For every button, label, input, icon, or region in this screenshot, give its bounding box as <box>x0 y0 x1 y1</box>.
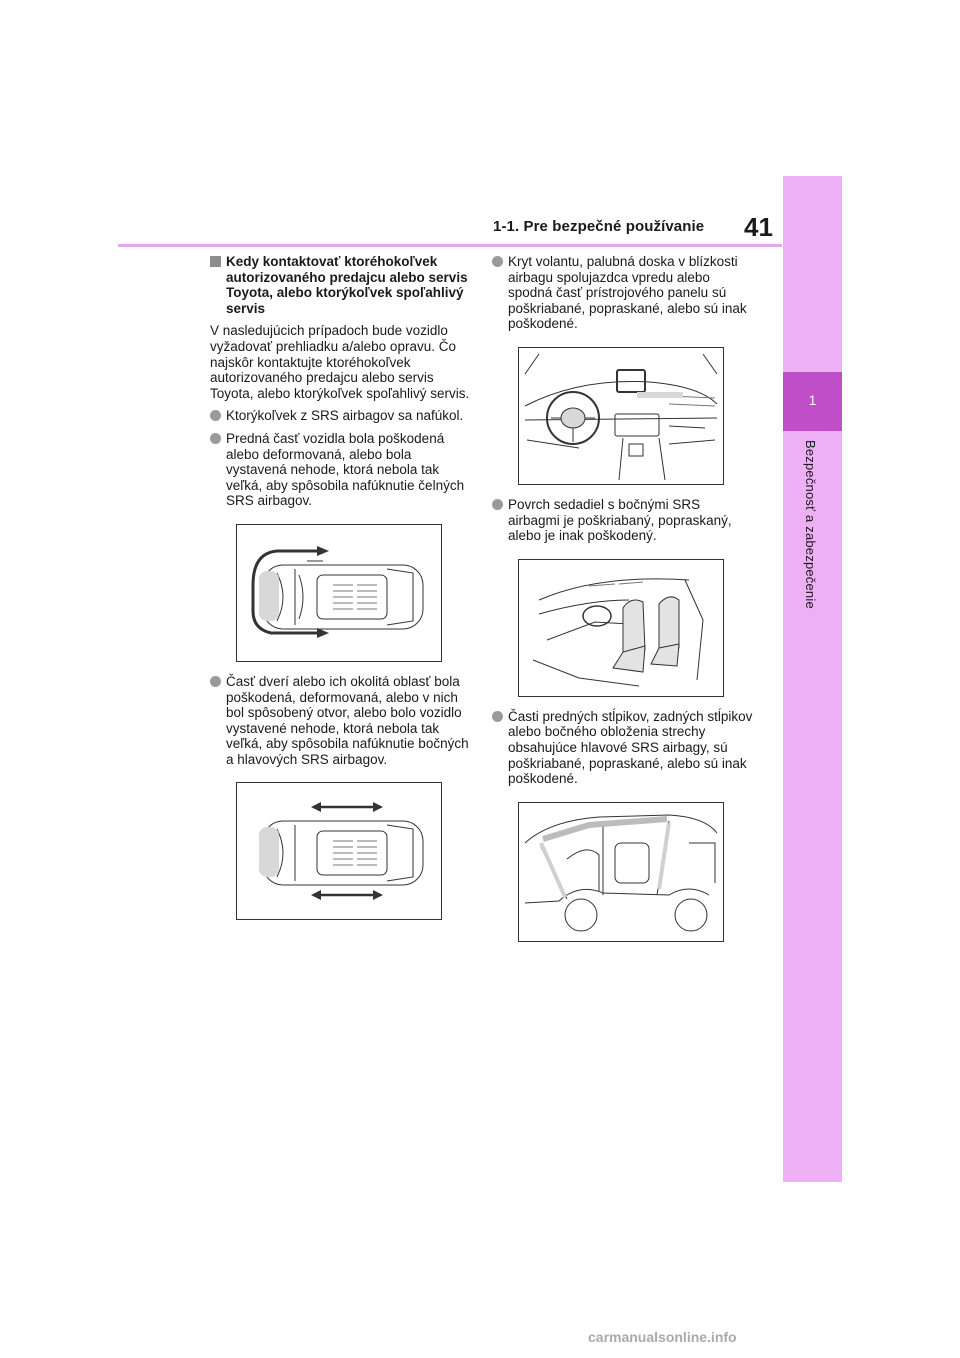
intro-paragraph: V nasledujúcich prípadoch bude vozidlo vyžadovať prehliadku a/alebo opravu. Čo najskôr kontaktujte ktoréhokoľvek autorizovaného predajcu alebo servis Toyota, alebo ktorýkoľvek spoľahlivý servis. <box>210 323 470 401</box>
bullet-dot-icon <box>492 499 503 510</box>
front-damage-illustration <box>236 524 442 662</box>
dashboard-illustration <box>518 347 724 485</box>
footer-watermark: carmanualsonline.info <box>588 1329 737 1345</box>
chapter-number: 1 <box>808 392 817 408</box>
bullet-dot-icon <box>210 676 221 687</box>
section-title: 1-1. Pre bezpečné používanie <box>493 218 705 235</box>
page-number: 41 <box>744 212 773 242</box>
left-column <box>210 254 472 932</box>
header-divider <box>118 244 782 247</box>
list-item: Časti predných stĺpikov, zadných stĺpikov alebo bočného obloženia strechy obsahujúce hlavové SRS airbagy, sú poškriabané, popraskané, alebo sú inak poškodené. <box>492 709 754 787</box>
bullet-dot-icon <box>210 410 221 421</box>
pillars-illustration <box>518 802 724 942</box>
list-item: Predná časť vozidla bola poškodená alebo deformovaná, alebo bola vystavená nehode, ktorá nebola tak veľká, aby spôsobila nafúknutie čelných SRS airbagov. <box>210 431 472 509</box>
bullet-dot-icon <box>492 256 503 267</box>
chapter-number-box[interactable] <box>783 372 842 431</box>
right-column <box>492 254 754 954</box>
list-item: Povrch sedadiel s bočnými SRS airbagmi je poškriabaný, popraskaný, alebo je inak poškodený. <box>492 497 754 544</box>
list-item: Kryt volantu, palubná doska v blízkosti airbagu spolujazdca vpredu alebo spodná časť prístrojového panelu sú poškriabané, popraskané, alebo sú inak poškodené. <box>492 254 754 332</box>
side-damage-illustration <box>236 782 442 920</box>
bullet-dot-icon <box>210 433 221 444</box>
chapter-side-tab[interactable] <box>783 176 842 1182</box>
section-heading <box>210 254 472 316</box>
list-item: Ktorýkoľvek z SRS airbagov sa nafúkol. <box>210 408 472 424</box>
seats-illustration <box>518 559 724 697</box>
section-heading-text: Kedy kontaktovať ktoréhokoľvek autorizovaného predajcu alebo servis Toyota, alebo ktorýkoľvek spoľahlivý servis <box>226 254 468 316</box>
bullet-dot-icon <box>492 711 503 722</box>
list-item: Časť dverí alebo ich okolitá oblasť bola poškodená, deformovaná, alebo v nich bol spôsobený otvor, alebo bolo vozidlo vystavené nehode, ktorá nebola tak veľká, aby spôsobila nafúknutie bočných a hlavových SRS airbagov. <box>210 674 472 768</box>
chapter-label: Bezpečnosť a zabezpečenie <box>803 440 818 609</box>
square-bullet-icon <box>210 256 221 267</box>
